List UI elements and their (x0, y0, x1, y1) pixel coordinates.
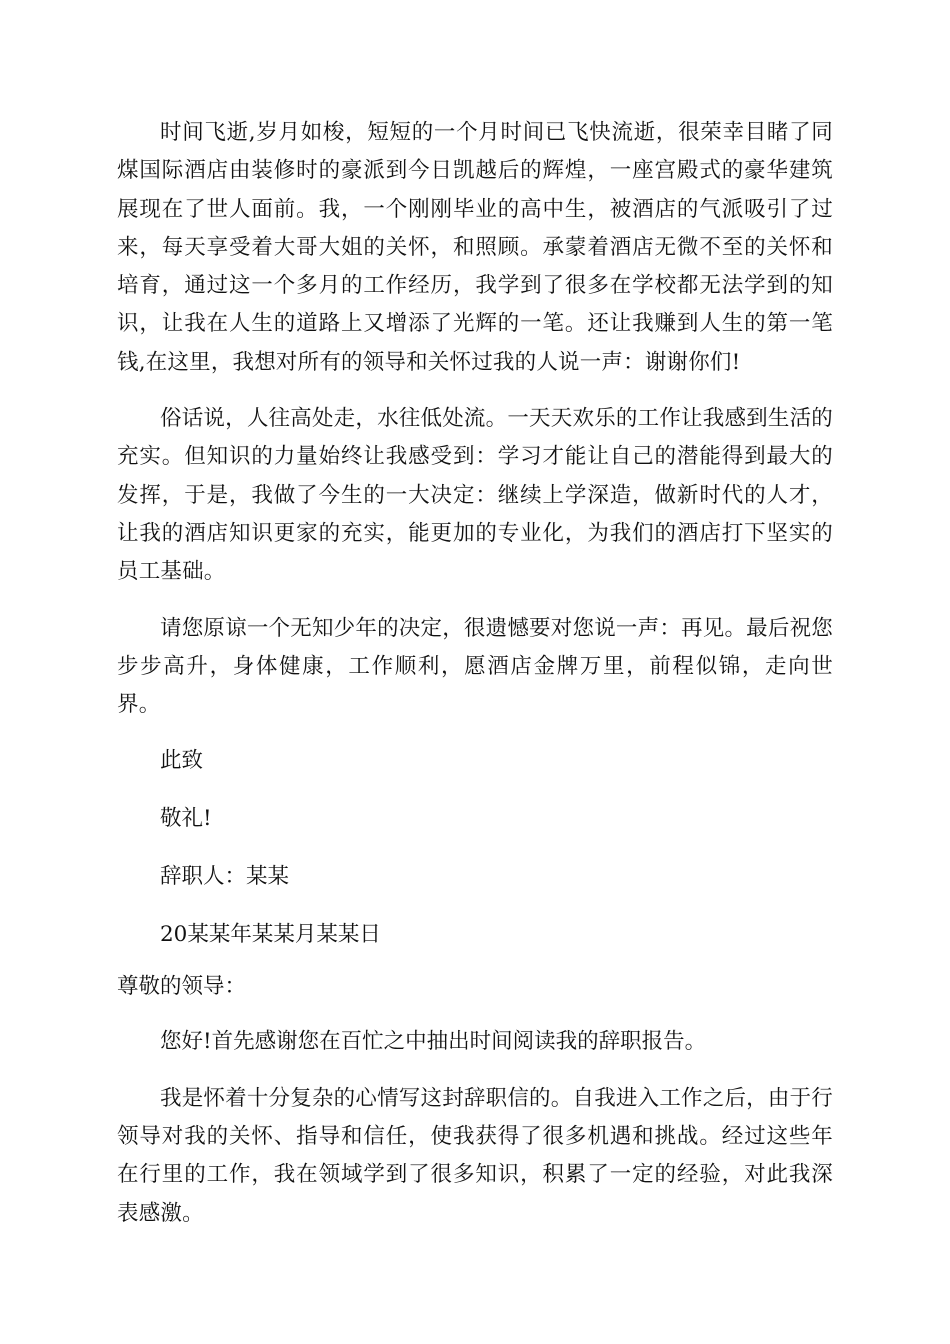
letter2-hello: 您好!首先感谢您在百忙之中抽出时间阅读我的辞职报告。 (160, 1029, 707, 1055)
letter1-paragraph-3: 请您原谅一个无知少年的决定，很遗憾要对您说一声：再见。最后祝您步步高升，身体健康，工作顺利，愿酒店金牌万里，前程似锦，走向世界。 (117, 615, 833, 718)
letter2-paragraph-1: 我是怀着十分复杂的心情写这封辞职信的。自我进入工作之后，由于行领导对我的关怀、指导和信任，使我获得了很多机遇和挑战。经过这些年在行里的工作，我在领域学到了很多知识，积累了一定的经验，对此我深表感激。 (117, 1085, 833, 1226)
letter2-greeting: 尊敬的领导： (117, 973, 247, 999)
letter1-signer: 辞职人：某某 (160, 864, 290, 890)
document-page (117, 114, 833, 1233)
letter1-salute: 敬礼! (160, 806, 212, 832)
letter1-date: 20某某年某某月某某日 (160, 921, 381, 947)
letter1-paragraph-2: 俗话说，人往高处走，水往低处流。一天天欢乐的工作让我感到生活的充实。但知识的力量始终让我感受到：学习才能让自己的潜能得到最大的发挥，于是，我做了今生的一大决定：继续上学深造，做新时代的人才，让我的酒店知识更家的充实，能更加的专业化，为我们的酒店打下坚实的员工基础。 (117, 406, 833, 585)
letter1-paragraph-1: 时间飞逝,岁月如梭，短短的一个月时间已飞快流逝，很荣幸目睹了同煤国际酒店由装修时的豪派到今日凯越后的辉煌，一座宫殿式的豪华建筑展现在了世人面前。我，一个刚刚毕业的高中生，被酒店的气派吸引了过来，每天享受着大哥大姐的关怀，和照顾。承蒙着酒店无微不至的关怀和培育，通过这一个多月的工作经历，我学到了很多在学校都无法学到的知识，让我在人生的道路上又增添了光辉的一笔。还让我赚到人生的第一笔钱,在这里，我想对所有的领导和关怀过我的人说一声：谢谢你们! (117, 120, 833, 375)
letter1-closing: 此致 (160, 748, 204, 774)
